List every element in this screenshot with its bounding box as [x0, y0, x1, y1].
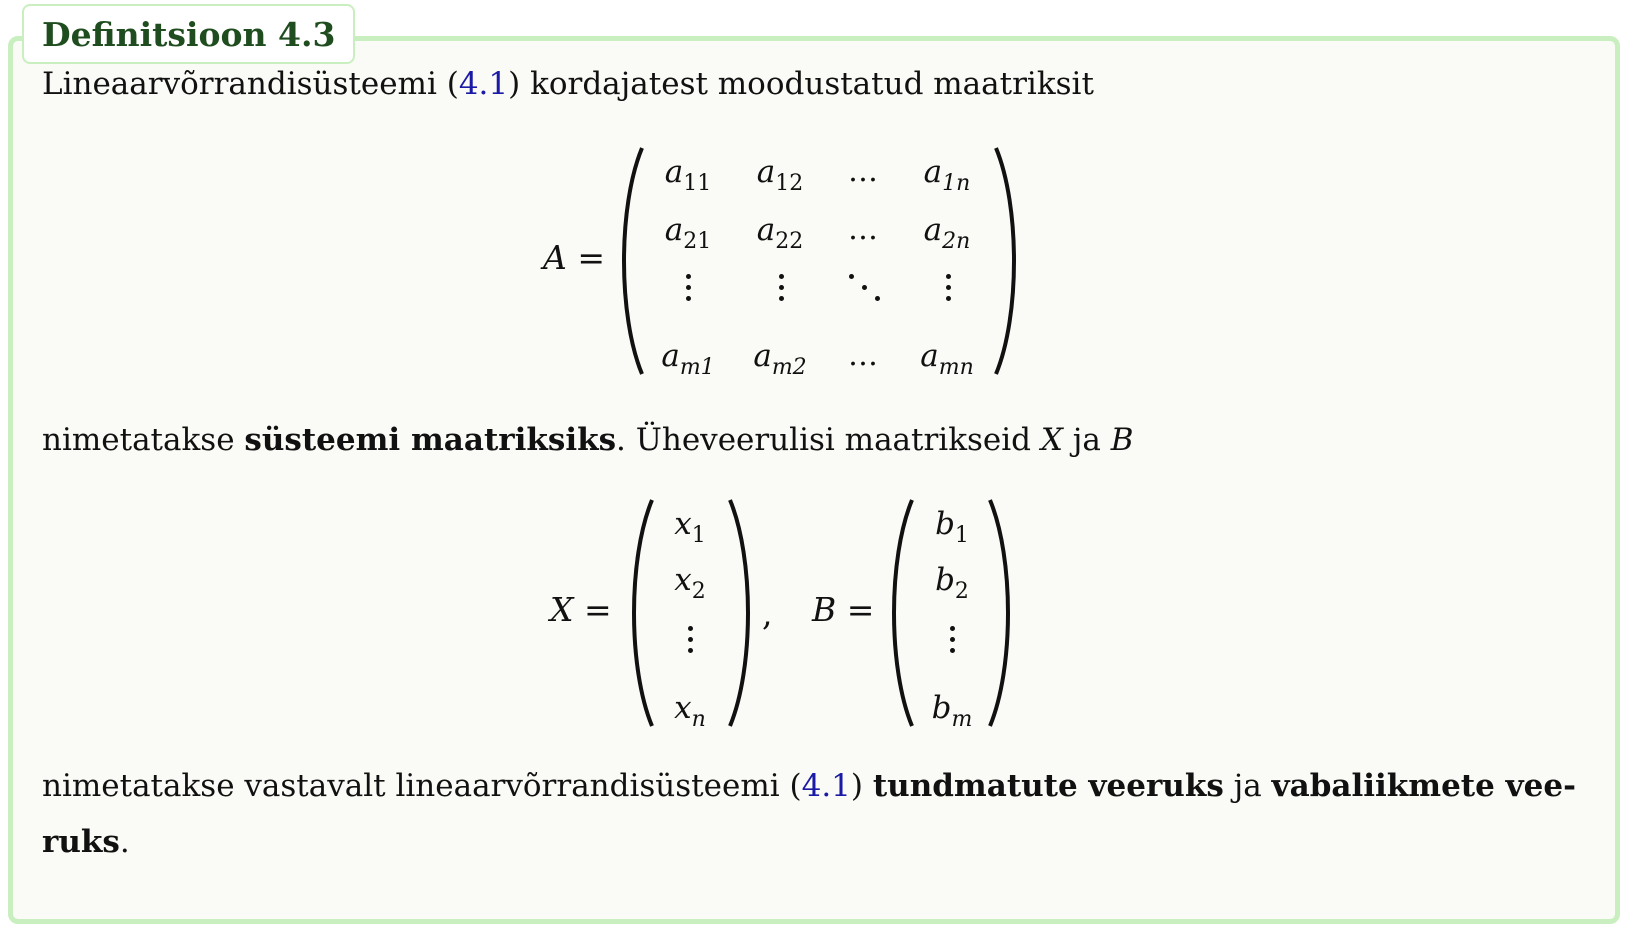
intro-text-start: Lineaarvõrrandisüsteemi ( [42, 66, 459, 102]
matrix-cell: … [848, 212, 878, 247]
equation-ref-link[interactable]: 4.1 [458, 66, 509, 102]
term-free-terms-column: vabaliikmete vee- [1271, 768, 1576, 804]
term-system-matrix: süsteemi maatriksiks [244, 422, 617, 458]
vector-cell: $b_1$ [935, 506, 969, 548]
vector-cell: $b_m$ [931, 690, 973, 732]
matrix-cell: … [848, 338, 878, 373]
matrix-cell: $a_{21}$ [664, 212, 712, 254]
matrix-cell: $a_{11}$ [664, 154, 712, 196]
matrix-cell: $a_{22}$ [756, 212, 804, 254]
matrix-cell: $a_{m2}$ [753, 338, 807, 380]
equals-sign: = [577, 238, 605, 277]
vector-b-symbol: B [812, 590, 837, 629]
matrix-cell: … [848, 154, 878, 189]
definition-title: Definitsioon 4.3 [42, 14, 336, 54]
ddots-icon [845, 268, 885, 308]
vdots-icon [684, 268, 692, 301]
vector-cell: $x_2$ [674, 562, 706, 604]
text-span: ja [1223, 768, 1272, 804]
vdots-icon [686, 620, 694, 653]
matrix-cell: $a_{m1}$ [661, 338, 715, 380]
text-span: ja [1062, 422, 1111, 458]
vector-cell: $b_2$ [935, 562, 969, 604]
matrix-cell: $a_{2n}$ [923, 212, 971, 254]
text-span: . Üheveerulisi maatrikseid [616, 422, 1041, 458]
text-span: nimetatakse [42, 422, 245, 458]
columns-paragraph-continued [42, 822, 130, 862]
vdots-icon [948, 620, 956, 653]
equals-sign: = [846, 590, 875, 629]
matrix-cell: $a_{1n}$ [923, 154, 971, 196]
intro-text-end: ) kordajatest moodustatud maatriksit [508, 66, 1094, 102]
vector-x-symbol: X [550, 590, 574, 629]
text-span: nimetatakse vastavalt lineaarvõrrandisüsteemi ( [42, 768, 802, 804]
intro-paragraph [42, 64, 1094, 104]
term-free-terms-column-end: ruks [42, 824, 120, 860]
matrix-a-symbol: A [543, 238, 567, 277]
definition-title-tab [22, 4, 355, 64]
matrix-cell: $a_{mn}$ [920, 338, 974, 380]
text-span: ) [850, 768, 873, 804]
symbol-b: B [1110, 422, 1134, 458]
vdots-icon [777, 268, 785, 301]
vdots-icon [944, 268, 952, 301]
text-span: . [119, 824, 130, 860]
vector-cell: $x_n$ [674, 690, 706, 732]
columns-paragraph [42, 766, 1576, 806]
matrix-cell: $a_{12}$ [756, 154, 804, 196]
system-matrix-paragraph [42, 420, 1134, 460]
term-unknowns-column: tundmatute veeruks [872, 768, 1224, 804]
symbol-x: X [1040, 422, 1063, 458]
comma: , [762, 594, 773, 633]
equation-ref-link[interactable]: 4.1 [801, 768, 851, 804]
equals-sign: = [584, 590, 612, 629]
vector-cell: $x_1$ [674, 506, 706, 548]
